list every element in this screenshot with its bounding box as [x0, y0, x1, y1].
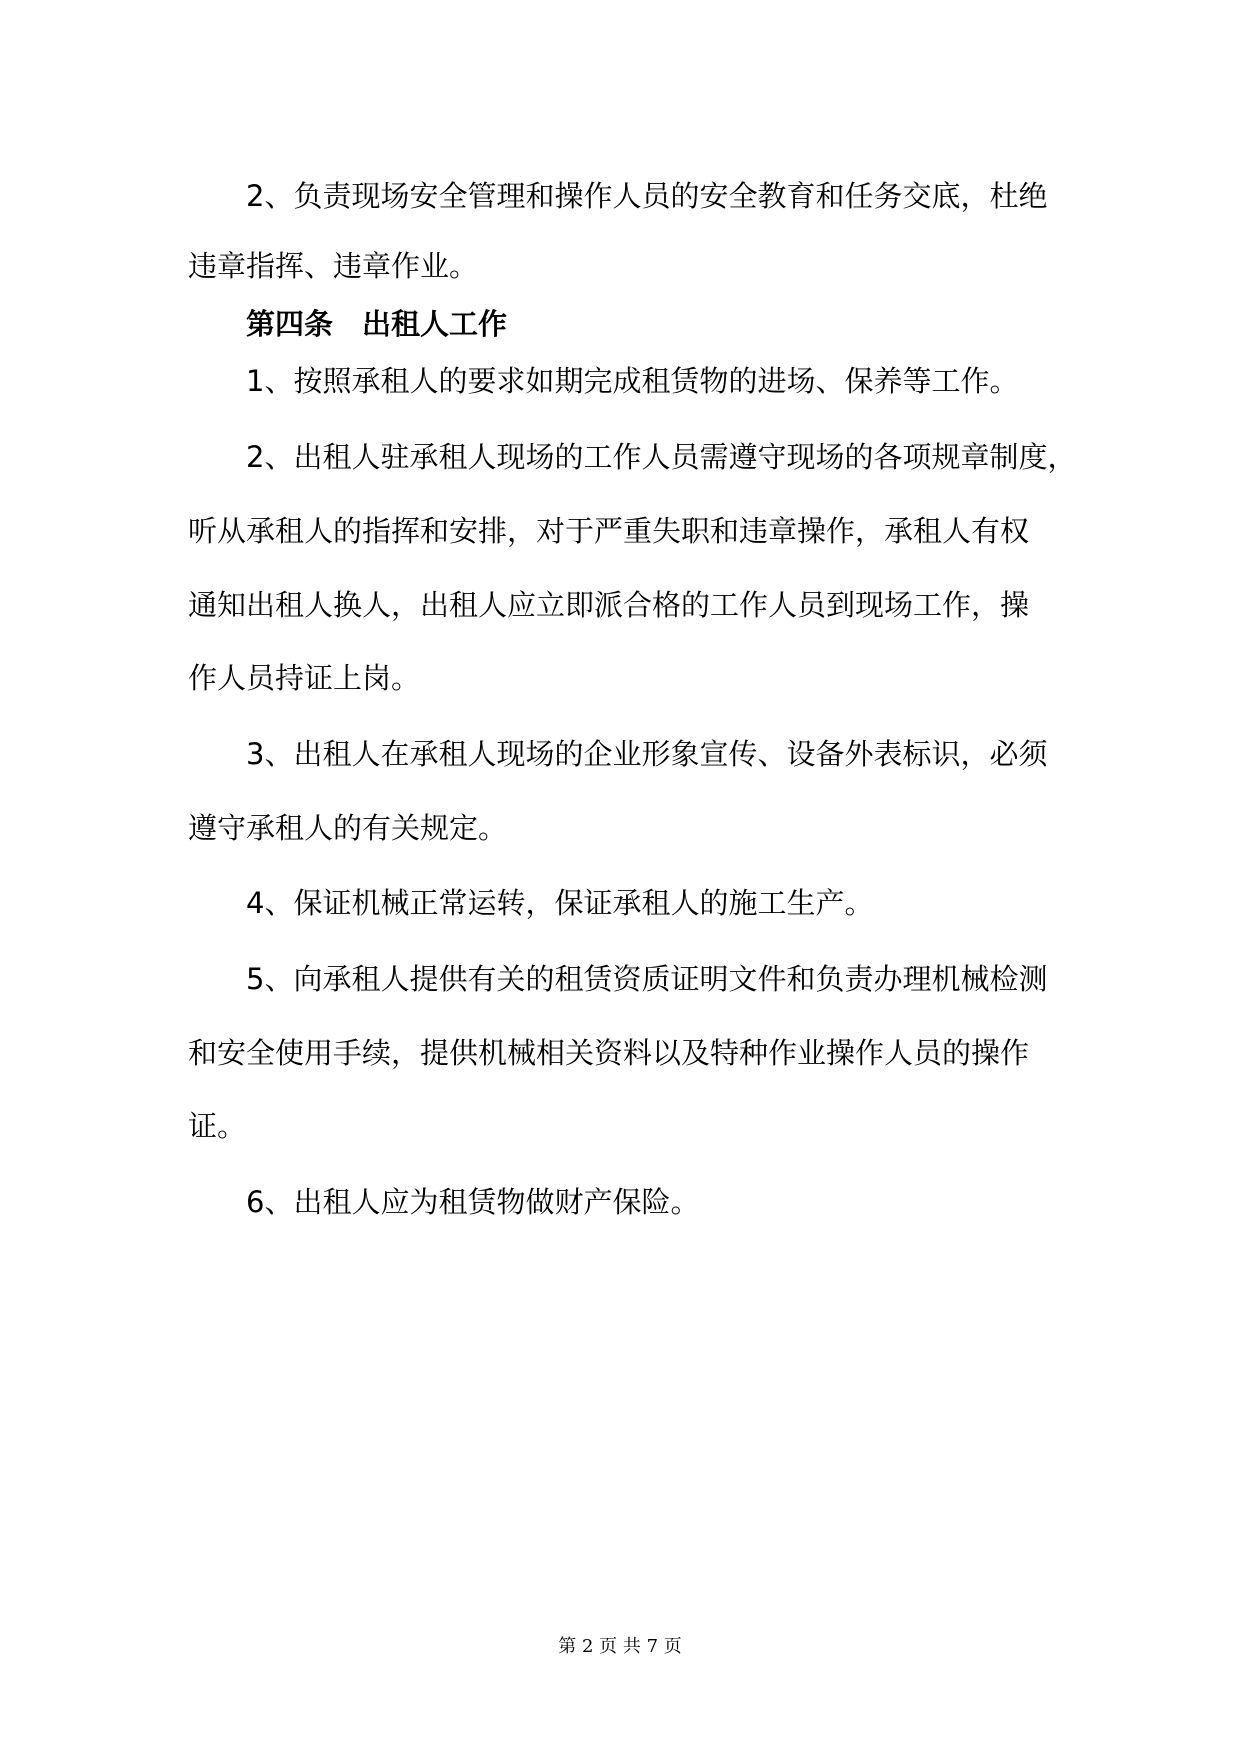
clause-4-item-3-line-2: 遵守承租人的有关规定。 [188, 811, 508, 845]
clause-3-item-2-line-2: 违章指挥、违章作业。 [188, 249, 479, 283]
clause-4-item-1: 1、按照承租人的要求如期完成租赁物的进场、保养等工作。 [246, 364, 1019, 398]
clause-4-item-6: 6、出租人应为租赁物做财产保险。 [246, 1185, 700, 1219]
clause-4-item-2-line-1: 2、出租人驻承租人现场的工作人员需遵守现场的各项规章制度， [246, 440, 1077, 474]
clause-4-item-2-line-4: 作人员持证上岗。 [188, 661, 421, 695]
page-footer: 第 2 页 共 7 页 [558, 1636, 682, 1657]
clause-4-item-4: 4、保证机械正常运转，保证承租人的施工生产。 [246, 886, 874, 920]
clause-4-heading: 第四条 出租人工作 [246, 307, 508, 341]
clause-4-item-2-line-3: 通知出租人换人，出租人应立即派合格的工作人员到现场工作，操 [188, 588, 1030, 622]
clause-4-item-5-line-1: 5、向承租人提供有关的租赁资质证明文件和负责办理机械检测 [246, 962, 1048, 996]
clause-3-item-2-line-1: 2、负责现场安全管理和操作人员的安全教育和任务交底，杜绝 [246, 179, 1048, 213]
clause-4-item-3-line-1: 3、出租人在承租人现场的企业形象宣传、设备外表标识，必须 [246, 737, 1048, 771]
clause-4-item-2-line-2: 听从承租人的指挥和安排，对于严重失职和违章操作，承租人有权 [188, 514, 1030, 548]
clause-4-item-5-line-2: 和安全使用手续，提供机械相关资料以及特种作业操作人员的操作 [188, 1036, 1030, 1070]
clause-4-item-5-line-3: 证。 [188, 1109, 247, 1143]
